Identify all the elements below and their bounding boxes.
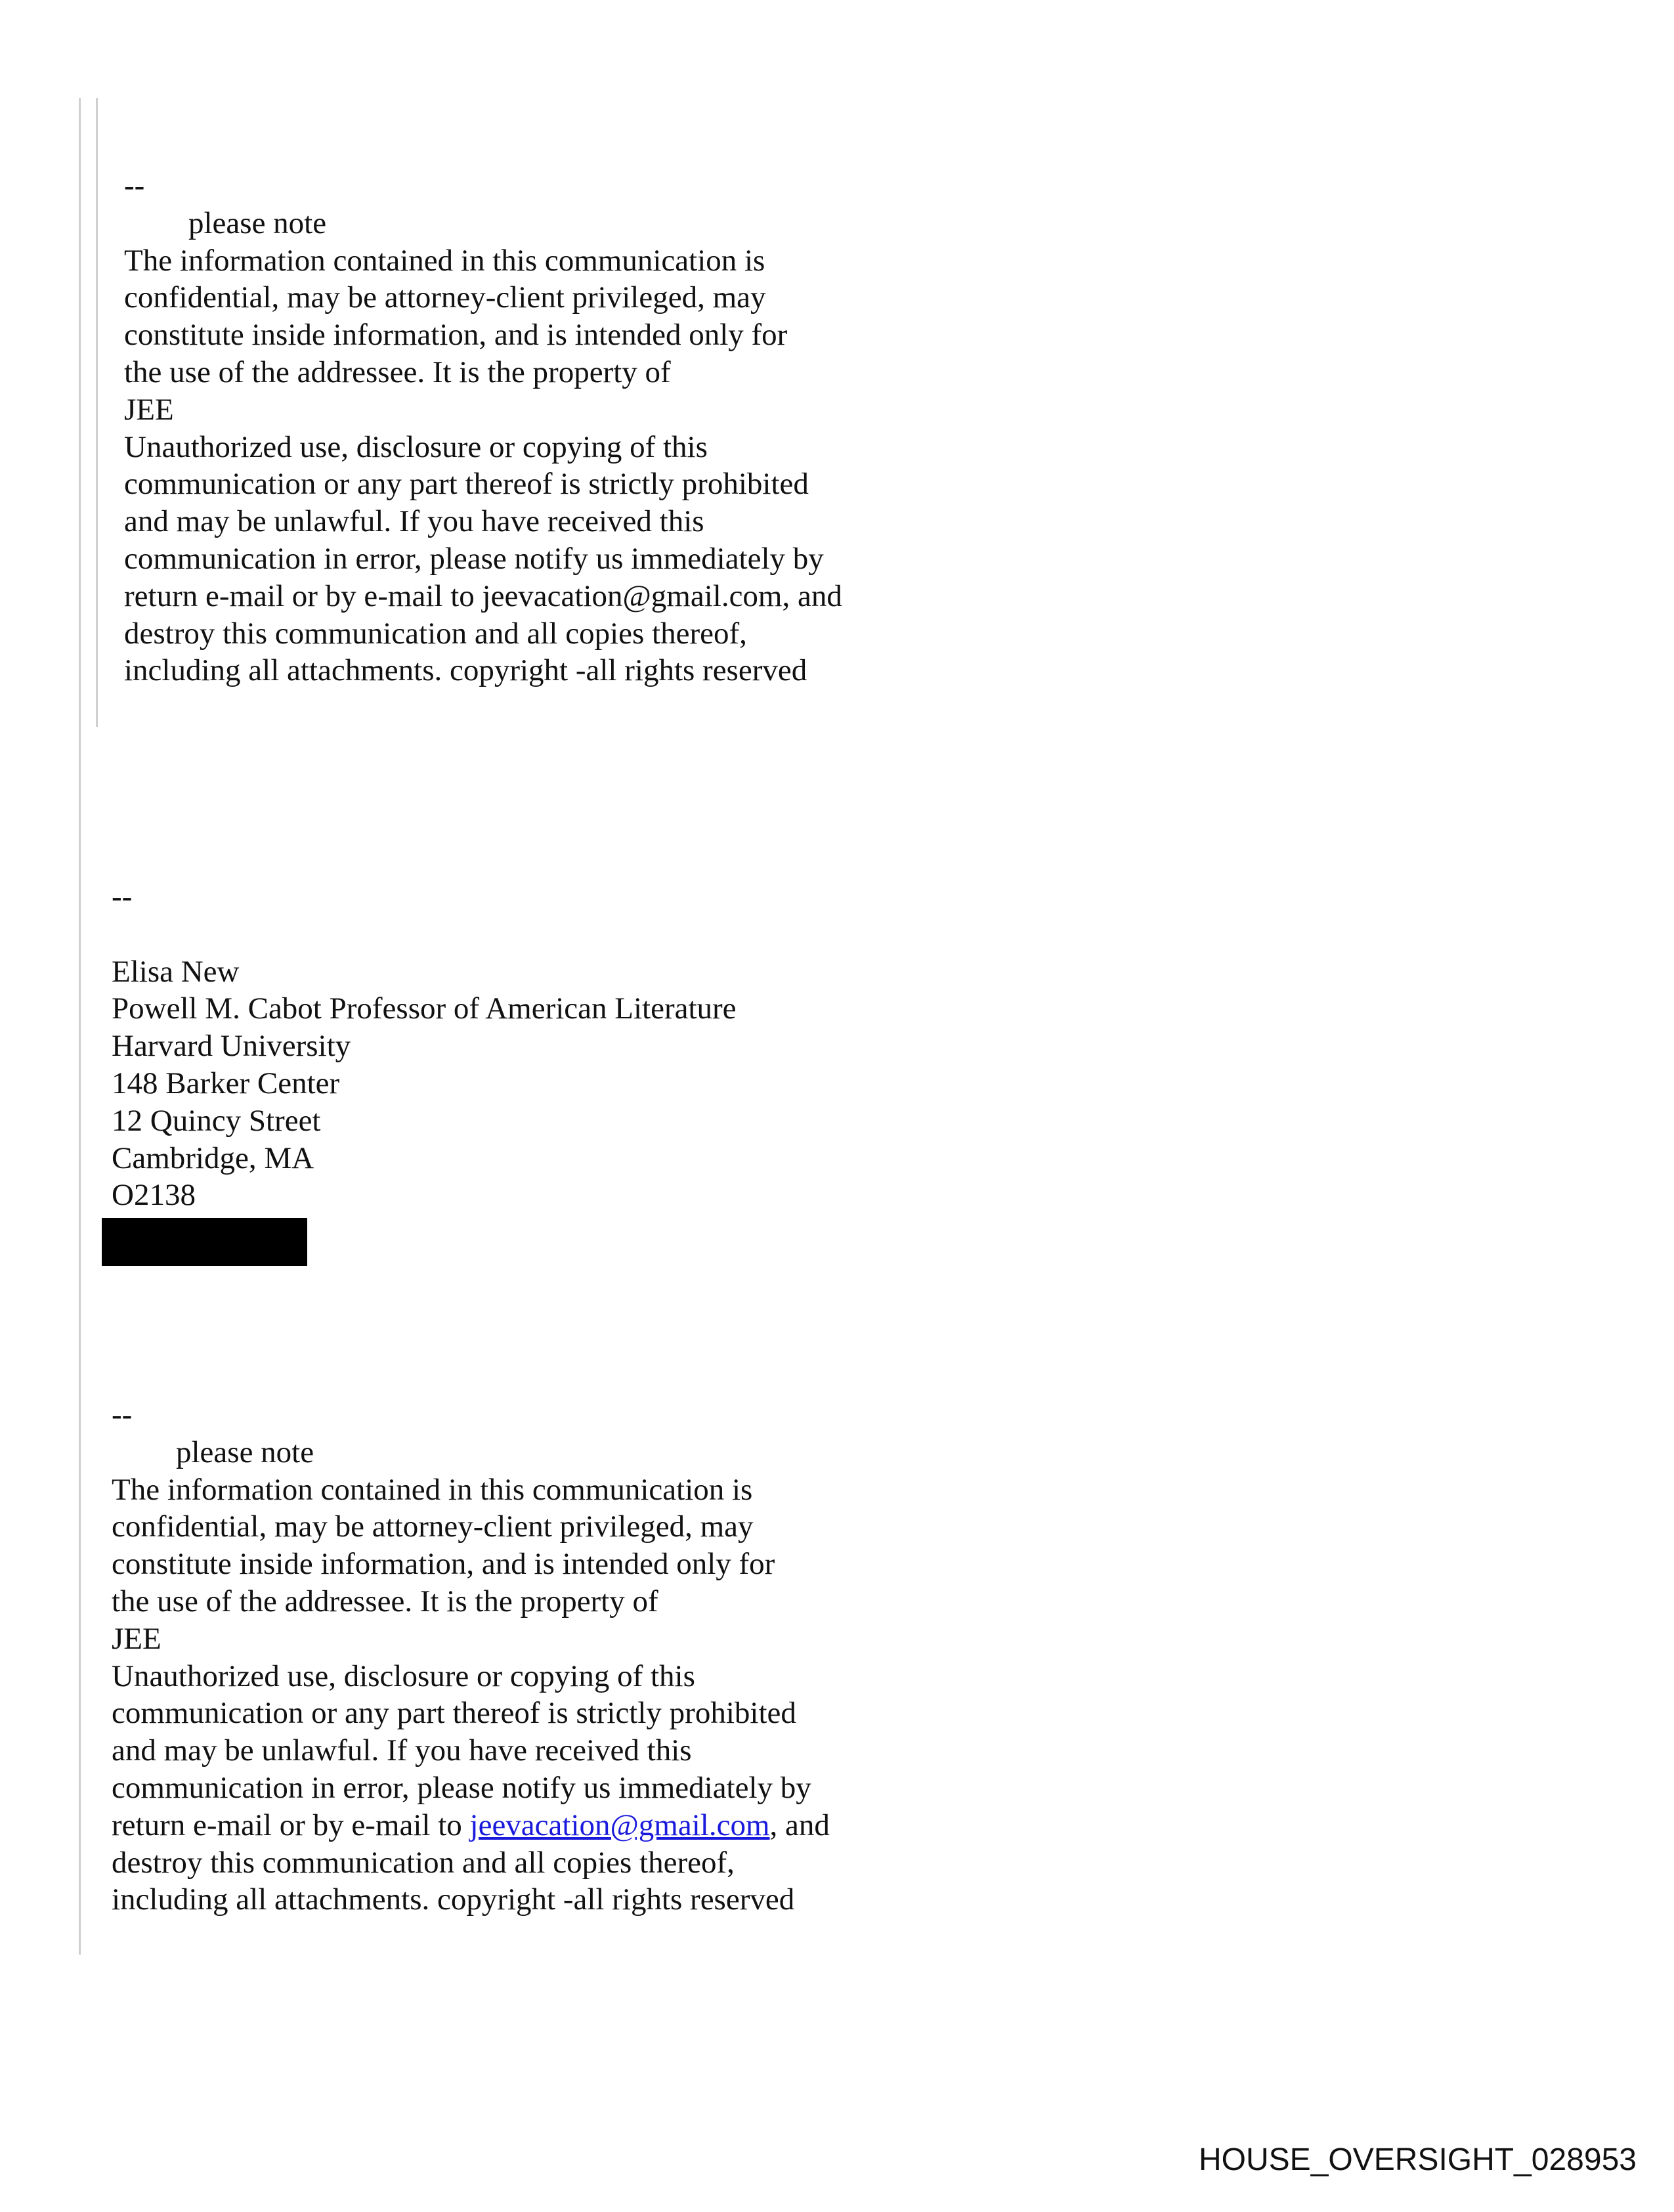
disclaimer-line: the use of the addressee. It is the property of	[112, 1584, 658, 1618]
separator: --	[112, 1398, 133, 1432]
link-prefix: return e-mail or by e-mail to	[112, 1808, 470, 1842]
signature-block	[112, 878, 737, 1214]
signature-zip: O2138	[112, 1178, 196, 1213]
disclaimer-line: confidential, may be attorney-client privileged, may	[124, 280, 766, 315]
link-suffix: , and	[769, 1808, 830, 1842]
signature-address: 148 Barker Center	[112, 1066, 340, 1100]
disclaimer-line: constitute inside information, and is intended only for	[124, 318, 788, 353]
disclaimer-line: return e-mail or by e-mail to jeevacation@gmail.com, and	[124, 578, 842, 613]
signature-name: Elisa New	[112, 954, 240, 989]
signature-city: Cambridge, MA	[112, 1140, 314, 1175]
disclaimer-heading: please note	[176, 1435, 314, 1469]
disclaimer-line: communication in error, please notify us immediately by	[124, 541, 824, 576]
quote-bar-outer	[79, 98, 81, 1955]
disclaimer-line: including all attachments. copyright -all rights reserved	[112, 1882, 795, 1917]
separator: --	[124, 169, 145, 203]
disclaimer-line: Unauthorized use, disclosure or copying of this	[124, 429, 708, 464]
redaction-box	[102, 1218, 307, 1266]
separator: --	[112, 880, 133, 914]
disclaimer-heading: please note	[188, 206, 327, 240]
disclaimer-line-with-link	[112, 1807, 830, 1844]
disclaimer-line: and may be unlawful. If you have received this	[112, 1733, 692, 1768]
disclaimer-line: destroy this communication and all copies thereof,	[124, 616, 747, 651]
disclaimer-line: including all attachments. copyright -all rights reserved	[124, 653, 807, 688]
disclaimer-line: The information contained in this communication is	[112, 1472, 753, 1507]
disclaimer-line: JEE	[112, 1621, 161, 1656]
disclaimer-line: JEE	[124, 392, 174, 427]
signature-street: 12 Quincy Street	[112, 1103, 321, 1138]
email-link[interactable]: jeevacation@gmail.com	[469, 1808, 770, 1842]
bates-number: HOUSE_OVERSIGHT_028953	[1199, 2142, 1637, 2177]
disclaimer-line: The information contained in this communication is	[124, 243, 765, 278]
signature-institution: Harvard University	[112, 1029, 351, 1064]
disclaimer-line: and may be unlawful. If you have received this	[124, 504, 704, 539]
disclaimer-line: confidential, may be attorney-client privileged, may	[112, 1509, 754, 1544]
disclaimer-line: communication or any part thereof is strictly prohibited	[112, 1696, 796, 1731]
disclaimer-line: constitute inside information, and is intended only for	[112, 1547, 775, 1582]
disclaimer-line: communication or any part thereof is strictly prohibited	[124, 467, 809, 502]
disclaimer	[112, 1397, 830, 1919]
quote-bar-inner	[96, 98, 98, 727]
disclaimer-line: destroy this communication and all copies thereof,	[112, 1845, 735, 1880]
signature-title: Powell M. Cabot Professor of American Literature	[112, 991, 737, 1026]
disclaimer-line: Unauthorized use, disclosure or copying of this	[112, 1659, 695, 1693]
quoted-disclaimer	[124, 167, 842, 689]
disclaimer-line: the use of the addressee. It is the property of	[124, 355, 671, 389]
disclaimer-line: communication in error, please notify us immediately by	[112, 1770, 811, 1805]
